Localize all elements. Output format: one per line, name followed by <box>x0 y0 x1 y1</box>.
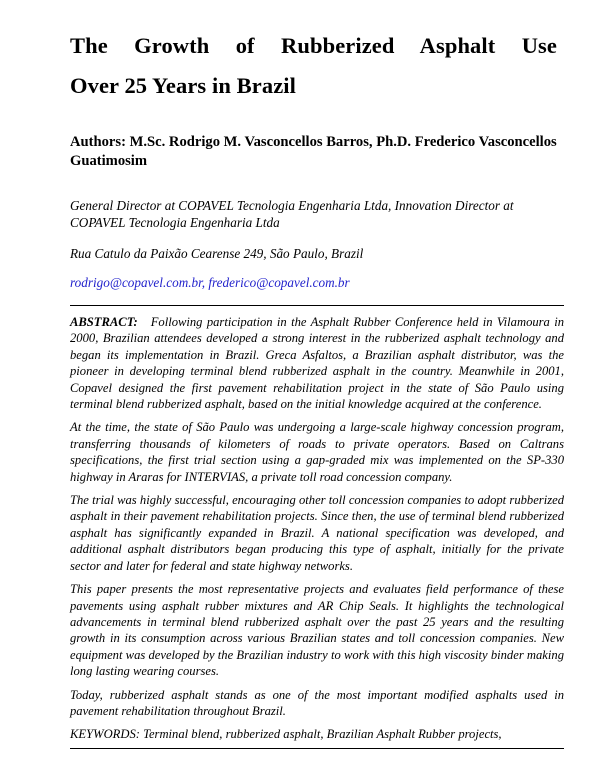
abstract-paragraph-4: This paper presents the most representative projects and evaluates field performance of these pavements using asphalt rubber mixtures and AR Chip Seals. It highlights the technological advancements in terminal blend rubberized asphalt over the past 25 years and the resulting growth in its consumption across various Brazilian states and toll concession companies. New equipment was developed by the Brazilian industry to work with this high viscosity binder making long lasting wearing courses. <box>70 582 564 679</box>
abstract-label-spacer <box>138 315 151 329</box>
page-title-line-1: The Growth of Rubberized Asphalt Use <box>70 33 557 58</box>
authors-line: Authors: M.Sc. Rodrigo M. Vasconcellos Barros, Ph.D. Frederico Vasconcellos Guatimosim <box>70 134 557 169</box>
abstract-paragraph-3: The trial was highly successful, encouraging other toll concession companies to adopt rubberized asphalt in their pavement rehabilitation projects. Since then, the use of terminal blend rubberized asphalt has significantly expanded in Brazil. A national specification was developed, and additional asphalt distributors began producing this type of asphalt, initially for the private sector and later for federal and state highway networks. <box>70 493 564 573</box>
address-line: Rua Catulo da Paixão Cearense 249, São Paulo, Brazil <box>70 246 364 261</box>
abstract-paragraph-1 <box>70 314 564 419</box>
abstract-paragraph-2: At the time, the state of São Paulo was undergoing a large-scale highway concession program, transferring thousands of kilometers of roads to private operators. Based on Caltrans specifications, the first trial section using a gap-graded mix was implemented on the SP-330 highway in Araras for INTERVIAS, a private toll road concession company. <box>70 420 564 484</box>
keywords-line <box>70 726 564 744</box>
page-title-line-2: Over 25 Years in Brazil <box>70 73 297 98</box>
abstract-section <box>70 305 564 749</box>
email-links[interactable]: rodrigo@copavel.com.br, frederico@copavel.com.br <box>70 275 350 290</box>
page-title <box>70 0 557 106</box>
keywords-label: KEYWORDS: <box>70 727 140 742</box>
abstract-paragraph-5: Today, rubberized asphalt stands as one of the most important modified asphalts used in pavement rehabilitation throughout Brazil. <box>70 687 564 718</box>
affiliation-line: General Director at COPAVEL Tecnologia Engenharia Ltda, Innovation Director at COPAVEL Tecnologia Engenharia Ltda <box>70 198 514 230</box>
keywords-text: Terminal blend, rubberized asphalt, Brazilian Asphalt Rubber projects, <box>143 727 502 742</box>
abstract-paragraph-1-text: Following participation in the Asphalt Rubber Conference held in Vilamoura in 2000, Brazilian attendees developed a strong interest in the rubberized asphalt technology and began its implementation in Brazil. Greca Asfaltos, a Brazilian asphalt distributor, was the pioneer in developing terminal blend rubberized asphalt in the country. Meanwhile in 2001, Copavel designed the first pavement rehabilitation project in the state of São Paulo using terminal blend rubberized asphalt, based on the initial knowledge acquired at the conference. <box>70 315 564 412</box>
abstract-label: ABSTRACT: <box>70 315 138 329</box>
